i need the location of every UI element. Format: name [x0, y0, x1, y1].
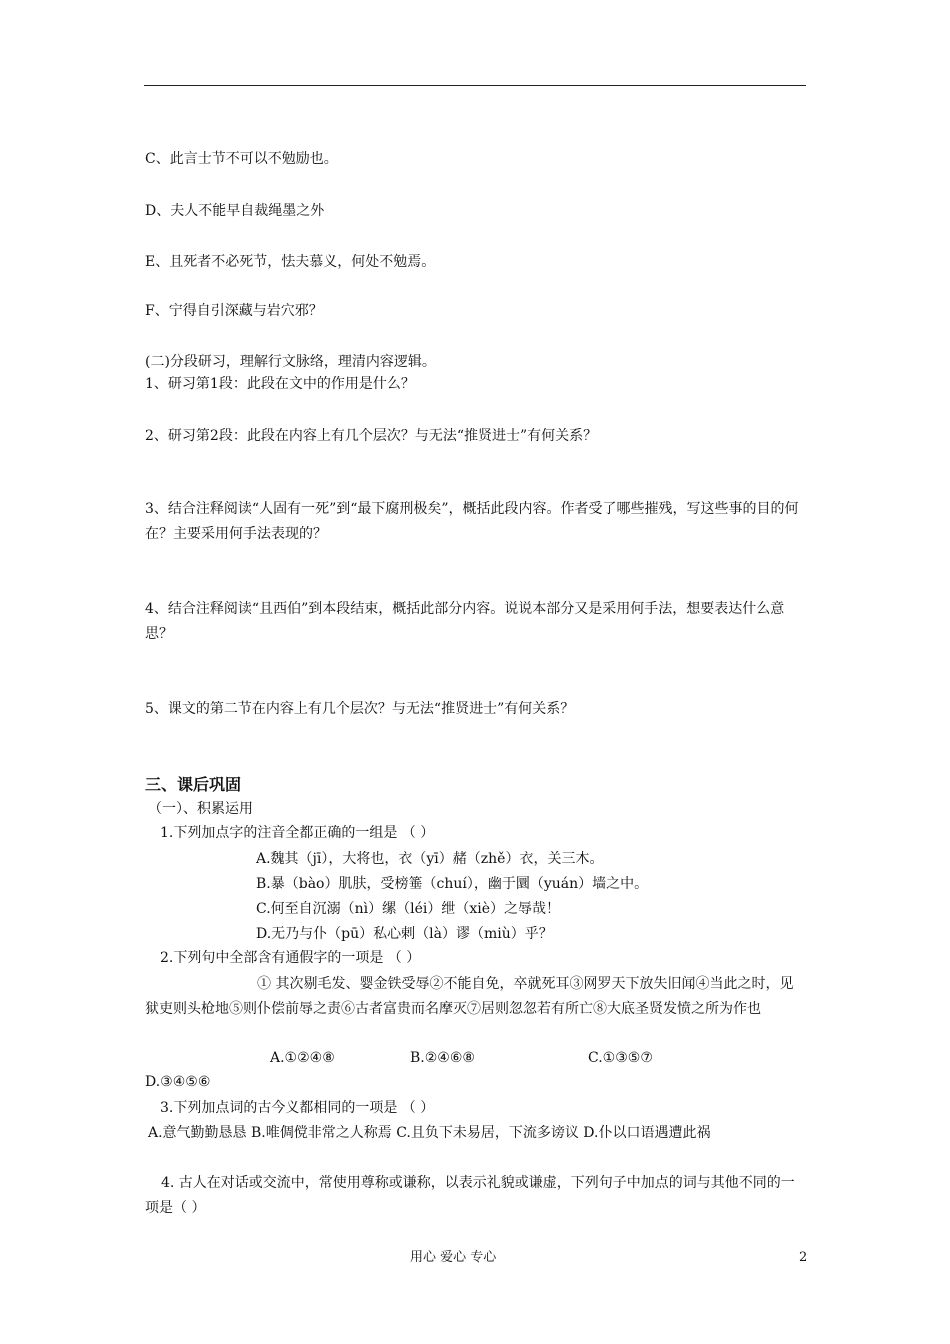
q1-stem: 1.下列加点字的注音全都正确的一组是 （ ） — [160, 825, 435, 841]
section-heading: 三、课后巩固 — [145, 775, 242, 794]
q3-stem: 3.下列加点词的古今义都相同的一项是 （ ） — [160, 1100, 435, 1116]
option-f: F、宁得自引深藏与岩穴邪？ — [145, 303, 323, 319]
section-title: (二)分段研习，理解行文脉络，理清内容逻辑。 — [145, 354, 436, 370]
q1-option-d: D.无乃与仆（pū）私心剌（là）谬（miù）乎？ — [256, 926, 553, 942]
q2-option-c: C.①③⑤⑦ — [588, 1050, 653, 1066]
q1-option-b: B.暴（bào）肌肤，受榜箠（chuí），幽于圜（yuán）墙之中。 — [256, 876, 649, 892]
page-number: 2 — [799, 1250, 808, 1265]
q1-option-c: C.何至自沉溺（nì）缧（léi）绁（xiè）之辱哉！ — [256, 901, 561, 917]
question-2: 2、研习第2段：此段在内容上有几个层次？与无法“推贤进士”有何关系？ — [145, 428, 598, 444]
q3-options: A.意气勤勤恳恳 B.唯倜傥非常之人称焉 C.且负下未易居，下流多谤议 D.仆以口语遇遭此祸 — [148, 1125, 711, 1141]
q4-stem: 4. 古人在对话或交流中，常使用尊称或谦称，以表示礼貌或谦虚，下列句子中加点的词与其他不同的一项是（ ） — [145, 1175, 795, 1216]
question-1: 1、研习第1段：此段在文中的作用是什么？ — [145, 376, 415, 392]
subsection-title: （一）、积累运用 — [148, 801, 253, 817]
option-e: E、且死者不必死节，怯夫慕义，何处不勉焉。 — [145, 254, 436, 270]
option-d: D、夫人不能早自裁绳墨之外 — [145, 203, 325, 219]
q2-option-d: D.③④⑤⑥ — [145, 1074, 211, 1090]
question-3: 3、结合注释阅读“人固有一死”到“最下腐刑极矣”，概括此段内容。作者受了哪些摧残，写这些事的目的何在？主要采用何手法表现的？ — [145, 501, 799, 542]
footer-center: 用心 爱心 专心 — [410, 1250, 497, 1265]
q2-option-a: A.①②④⑧ — [270, 1050, 335, 1066]
q1-option-a: A.魏其（jī），大将也，衣（yī）赭（zhě）衣，关三木。 — [256, 851, 604, 867]
q2-option-b: B.②④⑥⑧ — [410, 1050, 475, 1066]
question-5: 5、课文的第二节在内容上有几个层次？与无法“推贤进士”有何关系？ — [145, 701, 575, 717]
q2-stem: 2.下列句中全部含有通假字的一项是 （ ） — [160, 950, 421, 966]
question-4: 4、结合注释阅读“且西伯”到本段结束，概括此部分内容。说说本部分又是采用何手法，想要表达什么意思？ — [145, 601, 785, 642]
option-c: C、此言士节不可以不勉励也。 — [145, 151, 338, 167]
q2-body: ① 其次剔毛发、婴金铁受辱②不能自免，卒就死耳③网罗天下放失旧闻④当此之时，见狱吏则头枪地⑤则仆偿前辱之责⑥古者富贵而名摩灭⑦居则忽忽若有所亡⑧大底圣贤发愤之所为作也 — [145, 976, 794, 1017]
header-rule — [144, 85, 806, 86]
